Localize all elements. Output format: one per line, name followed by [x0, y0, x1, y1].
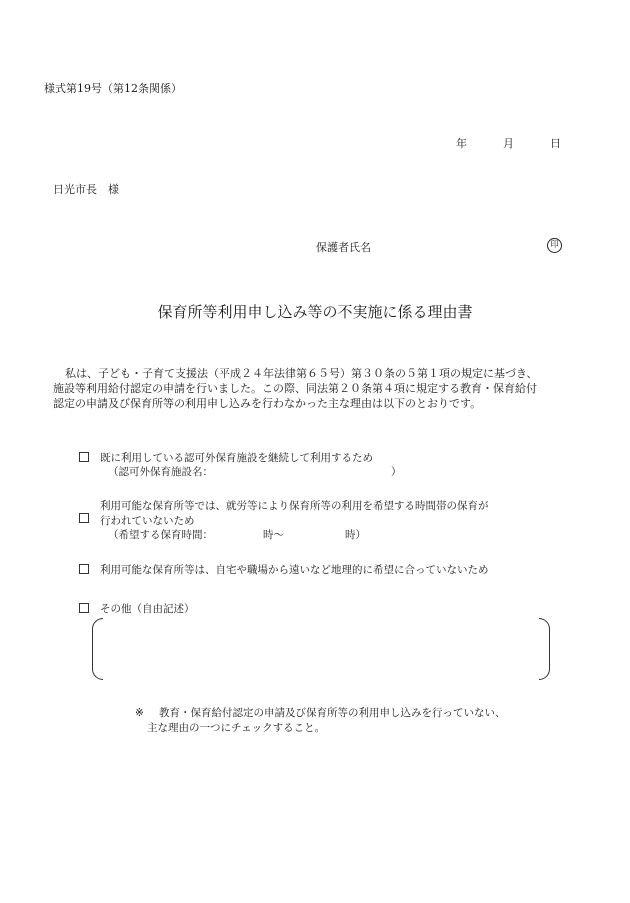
document-title: 保育所等利用申し込み等の不実施に係る理由書 — [157, 303, 473, 321]
option-hours-unavailable-label: 利用可能な保育所等では、就労等により保育所等の利用を希望する時間帯の保育が — [100, 500, 489, 512]
note-text-cont: 主な理由の一つにチェックすること。 — [147, 722, 326, 734]
checkbox-hours-unavailable[interactable] — [79, 513, 89, 523]
date-year-label: 年 — [456, 137, 467, 150]
checkbox-existing-facility[interactable] — [79, 452, 89, 462]
date-month-label: 月 — [503, 137, 514, 150]
paragraph-line: 私は、子ども・子育て支援法（平成２４年法律第６５号）第３０条の５第１項の規定に基づき、 — [65, 367, 538, 380]
checkbox-other[interactable] — [79, 603, 89, 613]
addressee: 日光市長 様 — [53, 183, 119, 196]
paragraph-line: 認定の申請及び保育所等の利用申し込みを行わなかった主な理由は以下のとおりです。 — [53, 397, 482, 410]
facility-name-close: ） — [391, 466, 402, 478]
note-text: 教育・保育給付認定の申請及び保育所等の利用申し込みを行っていない、 — [159, 707, 506, 719]
guardian-name-label: 保護者氏名 — [316, 241, 371, 254]
note-mark: ※ — [135, 707, 144, 719]
desired-hours-to: 時） — [345, 529, 366, 541]
option-hours-unavailable-label-cont: 行われていないため — [100, 515, 195, 527]
form-number: 様式第19号（第12条関係） — [44, 82, 182, 95]
facility-name-label: （認可外保育施設名： — [108, 466, 213, 478]
paragraph-line: 施設等利用給付認定の申請を行いました。この際、同法第２０条第４項に規定する教育・保育給付 — [53, 382, 537, 395]
option-existing-facility-label: 既に利用している認可外保育施設を継続して利用するため — [100, 452, 373, 464]
checkbox-geographic-mismatch[interactable] — [79, 564, 89, 574]
desired-hours-from: 時～ — [263, 529, 284, 541]
date-day-label: 日 — [550, 137, 561, 150]
free-text-bracket-right — [539, 618, 550, 680]
option-geographic-mismatch-label: 利用可能な保育所等は、自宅や職場から遠いなど地理的に希望に合っていないため — [100, 564, 489, 576]
desired-hours-label: （希望する保育時間： — [108, 529, 213, 541]
free-text-bracket-left — [92, 618, 103, 680]
reason-paragraph — [53, 367, 538, 412]
option-other-label: その他（自由記述） — [100, 603, 195, 615]
seal-icon: 印 — [547, 238, 562, 253]
